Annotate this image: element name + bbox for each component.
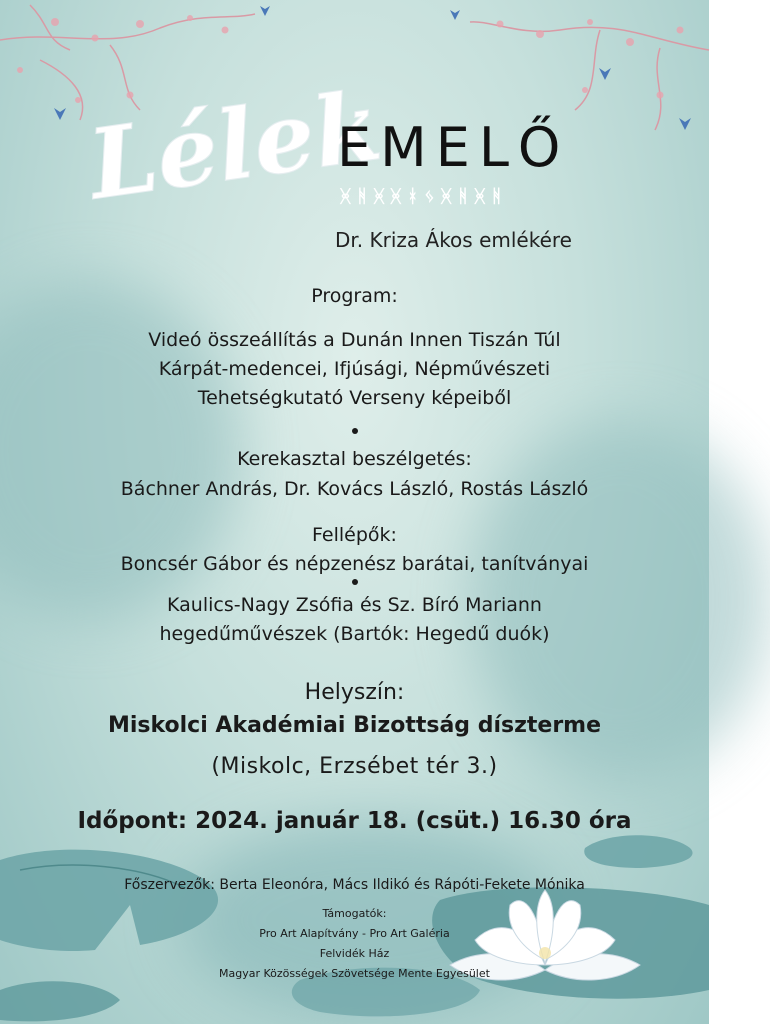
performers-line: hegedűművészek (Bartók: Hegedű duók) xyxy=(159,623,550,645)
program-heading: Program: xyxy=(311,285,398,307)
sponsor-item: Felvidék Ház xyxy=(319,947,390,960)
logo-emelo: EMELŐ xyxy=(337,116,570,179)
location-label: Helyszín: xyxy=(304,680,405,705)
svg-text:Lélek: Lélek xyxy=(82,68,388,222)
logo-script-word xyxy=(80,52,388,222)
bullet-separator xyxy=(352,428,358,434)
logo-rune-line: ᚸᚻᚸᚸᚼᛃᚸᚻᚸᚻ xyxy=(340,186,508,207)
branch-top-right xyxy=(470,22,709,130)
performers-line: Boncsér Gábor és népzenész barátai, tanítványai xyxy=(120,553,589,575)
sponsors-title: Támogatók: xyxy=(322,907,387,920)
performers-title: Fellépők: xyxy=(312,524,397,546)
event-time: Időpont: 2024. január 18. (csüt.) 16.30 óra xyxy=(77,808,632,834)
roundtable-names: Báchner András, Dr. Kovács László, Rostás László xyxy=(120,478,589,500)
organizers: Főszervezők: Berta Eleonóra, Mács Ildikó és Rápóti-Fekete Mónika xyxy=(124,877,585,893)
program-video-line: Videó összeállítás a Dunán Innen Tiszán Túl xyxy=(148,329,561,351)
sponsor-item: Magyar Közösségek Szövetsége Mente Egyesület xyxy=(219,967,490,980)
program-video-line: Tehetségkutató Verseny képeiből xyxy=(197,387,512,409)
performers-line: Kaulics-Nagy Zsófia és Sz. Bíró Mariann xyxy=(167,594,542,616)
roundtable-title: Kerekasztal beszélgetés: xyxy=(237,448,472,470)
program-video-line: Kárpát-medencei, Ifjúsági, Népművészeti xyxy=(158,358,551,380)
location-venue: Miskolci Akadémiai Bizottság díszterme xyxy=(107,713,602,738)
location-address: (Miskolc, Erzsébet tér 3.) xyxy=(211,754,498,779)
subtitle: Dr. Kriza Ákos emlékére xyxy=(335,228,572,252)
sponsor-item: Pro Art Alapítvány - Pro Art Galéria xyxy=(259,927,450,940)
bullet-separator xyxy=(352,579,358,585)
